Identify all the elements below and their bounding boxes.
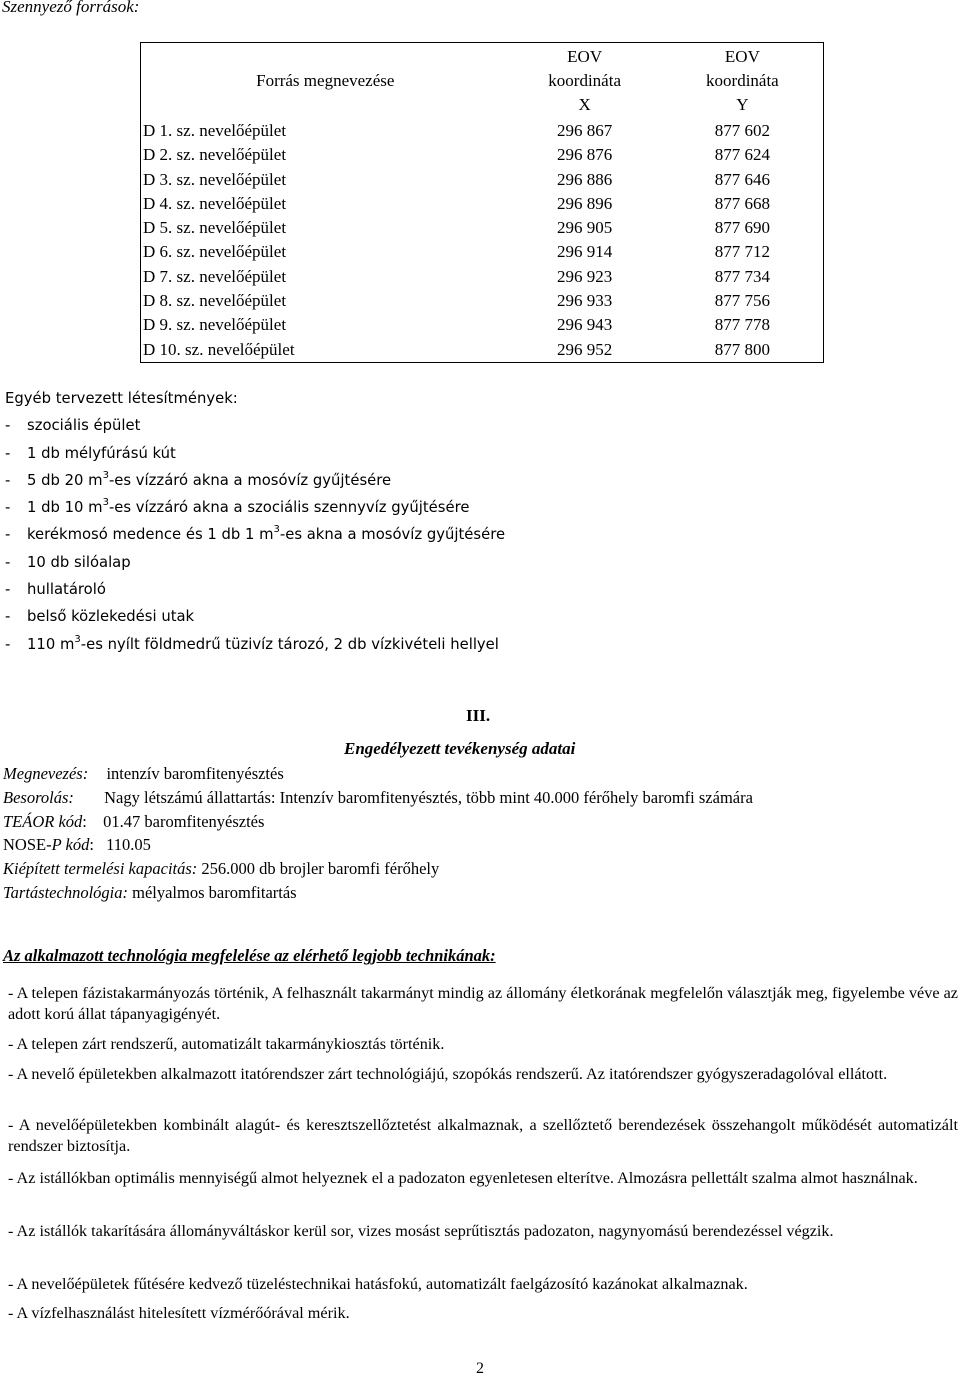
kapacitas-label: Kiépített termelési kapacitás: — [3, 859, 198, 878]
nose-line: NOSE-P kód: 110.05 — [3, 835, 151, 854]
besorolas-label: Besorolás: — [3, 788, 74, 807]
header-eov-y: EOV koordináta Y — [706, 47, 779, 114]
eov-y: 877 778 — [714, 315, 771, 335]
eov-x: 296 896 — [557, 193, 613, 213]
table-row — [141, 313, 824, 337]
table-row — [141, 240, 824, 264]
teaor-line: TEÁOR kód: 01.47 baromfitenyésztés — [3, 812, 265, 831]
eov-y: 877 690 — [714, 218, 771, 238]
megnevezes-value: intenzív baromfitenyésztés — [106, 764, 284, 783]
technology-paragraph: - A telepen zárt rendszerű, automatizált takarmánykiosztás történik. — [8, 1035, 445, 1053]
source-name: D 3. sz. nevelőépület — [143, 169, 287, 189]
tartas-label: Tartástechnológia: — [3, 883, 128, 902]
technology-paragraph: - A telepen fázistakarmányozás történik, A felhasznált takarmányt mindig az állomány életkorának megfelelőn választják meg, figyelembe véve az adott korú állat tápanyagigényét. — [8, 984, 958, 1023]
list-item: - 1 db 10 $m^3-es$ vízzáró akna a szociális szennyvíz gyűjtésére — [5, 497, 470, 517]
list-item: - belső közlekedési utak — [5, 608, 195, 626]
besorolas-value: Nagy létszámú állattartás: Intenzív baromfitenyésztés, több mint 40.000 férőhely baromfi számára — [104, 788, 753, 807]
facilities-title: Egyéb tervezett létesítmények: — [5, 390, 238, 407]
facilities-list — [5, 385, 505, 658]
technology-paragraph: - A nevelő épületekben alkalmazott itatórendszer zárt technológiájú, szopókás rendszerű. Az itatórendszer gyógyszeradagolóval ellátott. — [8, 1065, 888, 1083]
besorolas-line — [3, 788, 753, 808]
source-name: D 7. sz. nevelőépület — [143, 266, 287, 286]
list-item: - kerékmosó medence és 1 db 1 $m^3-es$ akna a mosóvíz gyűjtésére — [5, 524, 506, 544]
list-item: - hullatároló — [5, 581, 106, 599]
header-eov-x: EOV koordináta X — [548, 47, 621, 114]
source-name: D 8. sz. nevelőépület — [143, 291, 287, 311]
technology-title: Az alkalmazott technológia megfelelése az elérhető legjobb technikának: — [3, 946, 496, 965]
nose-label: P kód — [51, 835, 90, 854]
eov-x: 296 914 — [557, 242, 613, 262]
source-name: D 10. sz. nevelőépület — [143, 339, 295, 359]
nose-value: 110.05 — [106, 835, 151, 854]
eov-y: 877 734 — [714, 266, 771, 286]
technology-paragraph: - A nevelőépületek fűtésére kedvező tüzeléstechnikai hatásfokú, automatizált faelgázosító kazánokat alkalmaznak. — [8, 1275, 748, 1293]
section-title: Engedélyezett tevékenység adatai — [344, 739, 576, 758]
eov-y: 877 602 — [714, 121, 771, 140]
kapacitas-value: 256.000 db brojler baromfi férőhely — [201, 859, 440, 878]
table-row — [141, 216, 824, 240]
eov-x: 296 886 — [557, 169, 613, 189]
teaor-label: TEÁOR kód — [3, 812, 83, 831]
list-item: - 110 $m^3-es$ nyílt földmedrű tüzivíz tározó, 2 db vízkivételi hellyel — [5, 633, 499, 653]
eov-x: 296 952 — [557, 339, 613, 359]
eov-y: 877 668 — [714, 193, 771, 213]
page-number: 2 — [476, 1360, 484, 1377]
source-name: D 5. sz. nevelőépület — [143, 218, 287, 238]
eov-x: 296 867 — [557, 121, 613, 140]
list-item: - szociális épület — [5, 417, 141, 435]
tartas-value: mélyalmos baromfitartás — [132, 883, 297, 902]
table-row — [141, 338, 824, 363]
table-header-row — [141, 43, 824, 120]
technology-paragraph: - A nevelőépületekben kombinált alagút- és keresztszellőztetést alkalmaznak, a szellőztető berendezések összehangolt működését automatizált rendszer biztosítja. — [8, 1116, 958, 1155]
source-name: D 6. sz. nevelőépület — [143, 242, 287, 262]
eov-x: 296 923 — [557, 266, 613, 286]
technology-paragraph: - A vízfelhasználást hitelesített vízmérőórával mérik. — [8, 1304, 350, 1322]
eov-y: 877 624 — [714, 145, 771, 165]
list-item: - 10 db silóalap — [5, 553, 131, 571]
technology-paragraph: - Az istállók takarítására állományváltáskor kerül sor, vizes mosást seprűtisztás padozaton, nagynyomású berendezéssel végzik. — [8, 1222, 834, 1240]
pollution-sources-table — [140, 42, 824, 363]
section-heading: Szennyező források: — [2, 0, 140, 16]
table-row — [141, 265, 824, 289]
eov-x: 296 943 — [557, 315, 613, 335]
eov-x: 296 905 — [557, 218, 613, 238]
megnevezes-label: Megnevezés: — [3, 764, 89, 783]
tartas-line — [3, 883, 297, 903]
section-number: III. — [466, 706, 491, 725]
megnevezes-line — [3, 764, 284, 784]
eov-x: 296 876 — [557, 145, 613, 165]
source-name: D 1. sz. nevelőépület — [143, 121, 287, 140]
eov-y: 877 756 — [714, 291, 771, 311]
eov-y: 877 800 — [714, 339, 771, 359]
table-row — [141, 168, 824, 192]
table-row — [141, 192, 824, 216]
header-source-name: Forrás megnevezése — [256, 71, 395, 90]
eov-x: 296 933 — [557, 291, 613, 311]
table-row — [141, 143, 824, 167]
table-row — [141, 289, 824, 313]
eov-y: 877 646 — [714, 169, 771, 189]
list-item: - 1 db mélyfúrású kút — [5, 444, 176, 462]
source-name: D 4. sz. nevelőépület — [143, 193, 287, 213]
technology-paragraph: - Az istállókban optimális mennyiségű almot helyeznek el a padozaton egyenletesen elterítve. Almozásra pellettált szalma almot használnak. — [8, 1169, 918, 1187]
list-item: - 5 db 20 $m^3-es$ vízzáró akna a mosóvíz gyűjtésére — [5, 469, 392, 489]
eov-y: 877 712 — [714, 242, 771, 262]
teaor-value: 01.47 baromfitenyésztés — [103, 812, 265, 831]
source-name: D 9. sz. nevelőépület — [143, 315, 287, 335]
table-row — [141, 119, 824, 143]
kapacitas-line — [3, 859, 439, 879]
source-name: D 2. sz. nevelőépület — [143, 145, 287, 165]
